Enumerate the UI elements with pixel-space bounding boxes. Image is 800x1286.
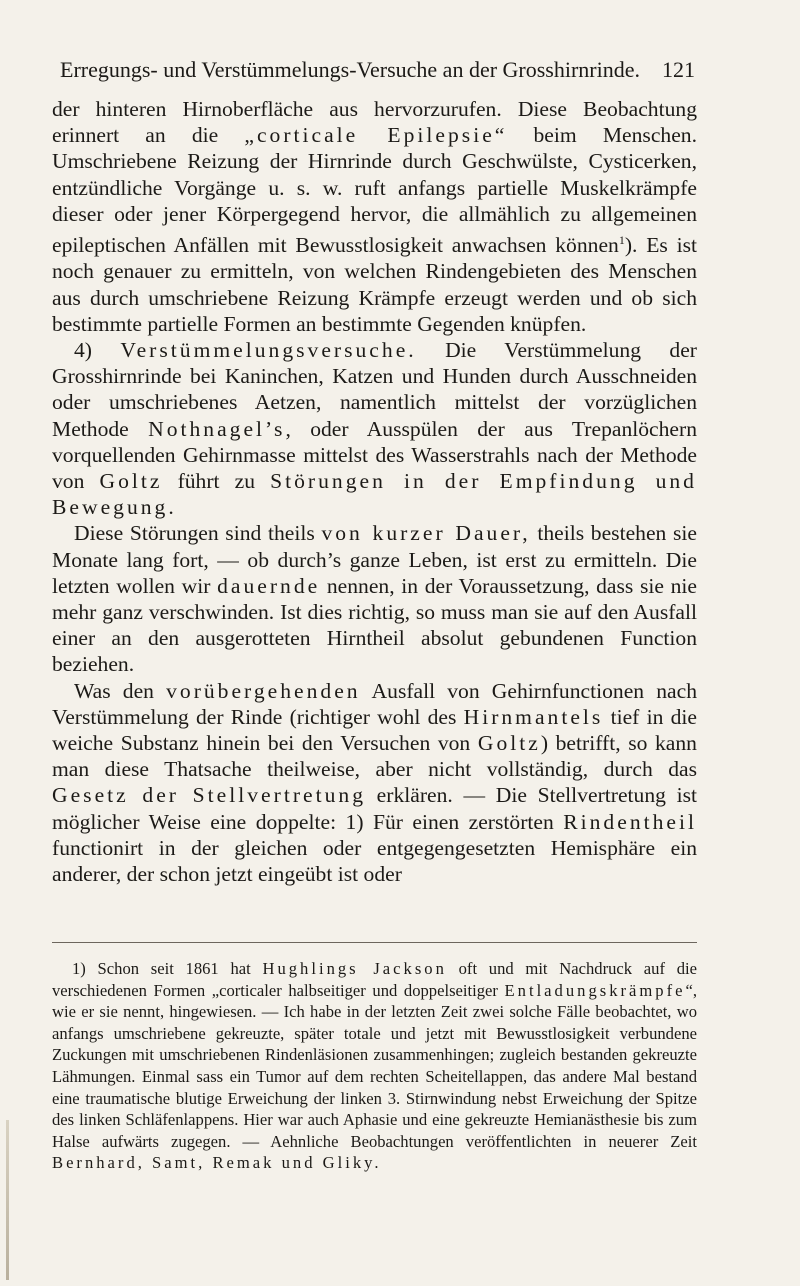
main-text — [52, 96, 697, 887]
text-run: ) betrifft, so kann man diese Thatsache theilweise, aber nicht vollständig, durch das — [52, 731, 697, 782]
emphasized-phrase: Hirnmantels — [463, 704, 604, 729]
page-number: 121 — [662, 57, 695, 82]
emphasized-term: „corticale Epilepsie“ — [244, 123, 508, 148]
text-run: Diese Störungen sind theils — [74, 521, 322, 546]
author-names: Bernhard, Samt, Remak und Gliky. — [52, 1153, 382, 1173]
text-run: tief in die weiche Substanz hinein bei den Versuchen von — [52, 704, 697, 756]
text-run: oft und mit Nachdruck auf die verschiedenen Formen „corticaler halbseitiger und doppelseitiger — [52, 959, 697, 1000]
author-name: Goltz — [99, 469, 163, 494]
running-header — [60, 56, 695, 84]
text-run: ). Es ist noch genauer zu ermitteln, von welchen Rindengebieten des Menschen aus durch umschriebene Reizung Krämpfe erzeugt werden und ob sich bestimmte partielle Formen an bestimmte Gegenden knüpfen. — [52, 233, 697, 336]
section-heading: Verstümmelungsversuche. — [120, 338, 417, 363]
text-run: functionirt in der gleichen oder entgegengesetzten Hemisphäre ein anderer, der schon jetzt eingeübt ist oder — [52, 835, 697, 887]
text-run: nennen, in der Voraussetzung, dass sie nie mehr ganz verschwinden. Ist dies richtig, so muss man sie auf den Ausfall einer an den ausgerotteten Hirntheil absolut gebundenen Function beziehen. — [52, 573, 697, 677]
emphasized-phrase: Rindentheil — [563, 809, 697, 834]
footnote-marker[interactable]: 1 — [618, 233, 625, 248]
emphasized-term: Entladungskrämpfe — [504, 980, 686, 1000]
emphasized-phrase: vorübergehenden — [166, 678, 361, 703]
footnote — [52, 958, 697, 1174]
emphasized-phrase: Störungen in der Empfindung und Bewegung. — [52, 469, 697, 520]
text-run: beim Menschen. Umschriebene Reizung der Hirnrinde durch Geschwülste, Cysticerken, entzündliche Vorgänge u. s. w. ruft anfangs partielle Muskelkrämpfe dieser oder jener Körpergegend hervor, die allmählich zu allgemeinen epileptischen Anfällen mit Bewusstlosigkeit anwachsen können — [52, 123, 697, 258]
running-title: Erregungs- und Verstümmelungs-Versuche an der Grosshirnrinde. — [60, 57, 641, 82]
paragraph — [52, 96, 697, 337]
text-run: Ausfall von Gehirnfunctionen nach Verstümmelung der Rinde (richtiger wohl des — [52, 678, 697, 729]
paragraph — [52, 520, 697, 677]
footnote-text — [52, 958, 697, 1174]
text-run: führt zu — [162, 469, 271, 494]
text-run: 1) Schon seit 1861 hat — [72, 959, 263, 978]
emphasized-phrase: dauernde — [217, 573, 321, 598]
emphasized-phrase: Gesetz der Stellvertretung — [52, 783, 366, 808]
text-run: der hinteren Hirnoberfläche aus hervorzurufen. Diese Beobachtung erinnert an die — [52, 97, 697, 148]
text-run: Was den — [74, 678, 167, 703]
emphasized-phrase: von kurzer Dauer, — [321, 521, 531, 546]
paragraph — [52, 337, 697, 520]
text-run: 4) — [74, 338, 121, 363]
author-name: Nothnagel’s — [148, 416, 286, 441]
text-run: theils bestehen sie Monate lang fort, — ob durch’s ganze Leben, ist erst zu ermitteln. Die letzten wollen wir — [52, 521, 698, 598]
author-name: Hughlings Jackson — [262, 959, 447, 978]
text-run: erklären. — Die Stellvertretung ist möglicher Weise eine doppelte: 1) Für einen zerstörten — [52, 783, 697, 834]
author-name: Goltz — [477, 731, 541, 756]
text-run: Die Verstümmelung der Grosshirnrinde bei Kaninchen, Katzen und Hunden durch Ausschneiden oder umschriebenes Aetzen, namentlich mittelst der vorzüglichen Methode — [52, 338, 697, 441]
text-run: “, wie er sie nennt, hingewiesen. — Ich habe in der letzten Zeit zwei solche Fälle beobachtet, wo anfangs umschriebene gekreuzte, später totale und jetzt mit Bewusstlosigkeit verbundene Zuckungen mit umschriebenen Rindenläsionen zusammenhingen; zugleich bestanden gekreuzte Lähmungen. Einmal sass ein Tumor auf dem rechten Scheitellappen, das andere Mal bestand eine traumatische blutige Erweichung der linken 3. Stirnwindung nebst Erweichung der Spitze des linken Schläfenlappens. Hier war auch Aphasie und eine gekreuzte Hemianästhesie bis zum Halse aufwärts zugegen. — Aehnliche Beobachtungen veröffentlichten in neuerer Zeit — [52, 980, 697, 1151]
footnote-divider — [52, 942, 697, 943]
page-edge-shadow — [6, 1120, 9, 1280]
paragraph — [52, 678, 697, 888]
text-run: , oder Ausspülen der aus Trepanlöchern vorquellenden Gehirnmasse mittelst des Wasserstrahls nach der Methode von — [52, 416, 697, 494]
